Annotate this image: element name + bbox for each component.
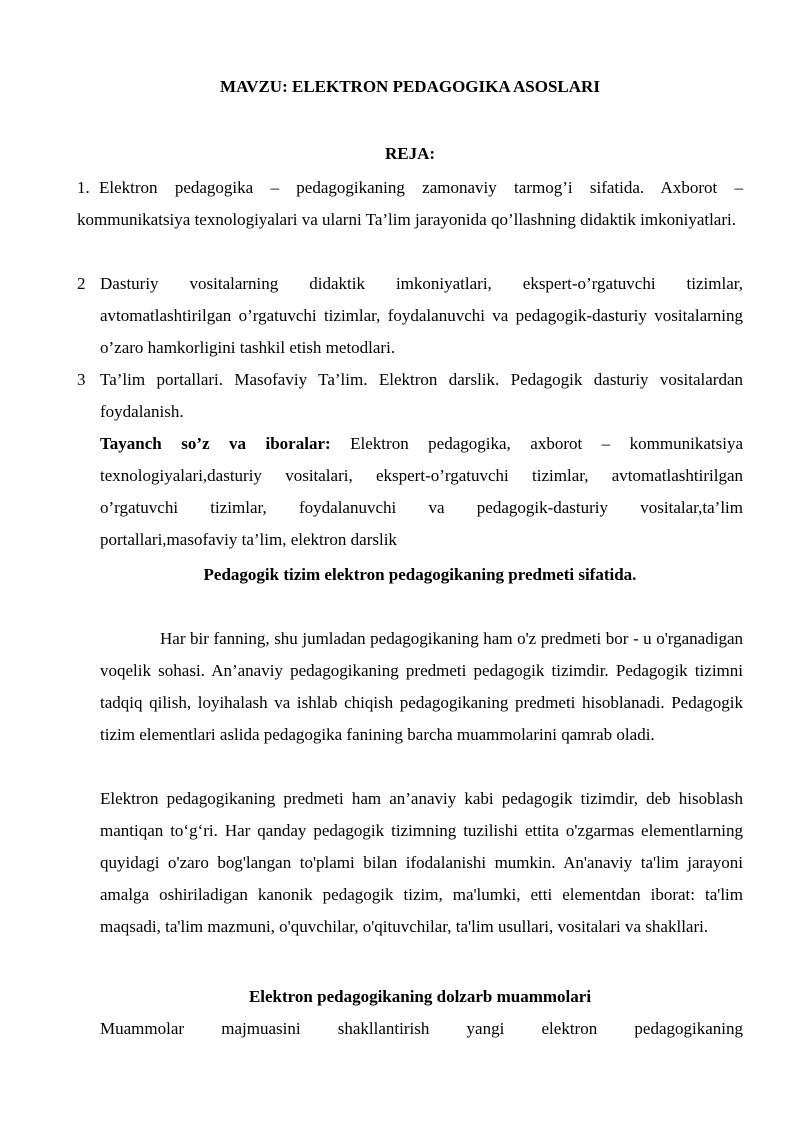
plan-item-text: Ta’lim portallari. Masofaviy Ta’lim. Elektron darslik. Pedagogik dasturiy vositalardan foydalanish.	[100, 370, 743, 421]
keywords-paragraph	[100, 428, 743, 556]
plan-item-2	[77, 268, 743, 364]
plan-item-1	[77, 172, 743, 236]
plan-item-text: Elektron pedagogika – pedagogikaning zamonaviy tarmog’i sifatida. Axborot – kommunikatsiya texnologiyalari va ularni Ta’lim jarayonida qo’llashning didaktik imkoniyatlari.	[77, 178, 743, 229]
plan-item-3	[77, 364, 743, 428]
plan-item-text: Dasturiy vositalarning didaktik imkoniyatlari, ekspert-o’rgatuvchi tizimlar, avtomatlashtirilgan o’rgatuvchi tizimlar, foydalanuvchi va pedagogik-dasturiy vositalarning o’zaro hamkorligini tashkil etish metodlari.	[100, 274, 743, 357]
section-heading-dolzarb-muammolar: Elektron pedagogikaning dolzarb muammolari	[248, 987, 592, 1006]
plan-item-number: 1.	[77, 178, 90, 197]
body-paragraph-2: Elektron pedagogikaning predmeti ham an’anaviy kabi pedagogik tizimdir, deb hisoblash mantiqan to‘g‘ri. Har qanday pedagogik tizimning tuzilishi ettita o'zgarmas elementlarning quyidagi o'zaro bog'langan to'plami bilan ifodalanishi mumkin. An'anaviy ta'lim jarayoni amalga oshiriladigan kanonik pedagogik tizim, ma'lumki, etti elementdan iborat: ta'lim maqsadi, ta'lim mazmuni, o'quvchilar, o'qituvchilar, ta'lim usullari, vositalari va shakllari.	[100, 789, 743, 936]
body-paragraph-1: Har bir fanning, shu jumladan pedagogikaning ham o'z predmeti bor - u o'rganadigan voqelik sohasi. An’anaviy pedagogikaning predmeti pedagogik tizimdir. Pedagogik tizimni tadqiq qilish, loyihalash va ishlab chiqish pedagogikaning predmeti hisoblanadi. Pedagogik tizim elementlari aslida pedagogika fanining barcha muammolarini qamrab oladi.	[100, 629, 743, 744]
keywords-text: Elektron pedagogika, axborot – kommunikatsiya texnologiyalari,dasturiy vositalari, ekspert-o’rgatuvchi tizimlar, avtomatlashtirilgan o’rgatuvchi tizimlar, foydalanuvchi va pedagogik-dasturiy vositalar,ta’lim portallari,masofaviy ta’lim, elektron darslik	[100, 434, 743, 549]
section-heading-pedagogik-tizim: Pedagogik tizim elektron pedagogikaning predmeti sifatida.	[203, 565, 637, 584]
plan-item-number: 2	[77, 274, 86, 293]
body-paragraph-3: Muammolar majmuasini shakllantirish yangi elektron pedagogikaning	[100, 1019, 743, 1038]
document-title: MAVZU: ELEKTRON PEDAGOGIKA ASOSLARI	[220, 77, 600, 96]
plan-item-number: 3	[77, 370, 86, 389]
keywords-label: Tayanch so’z va iboralar:	[100, 434, 331, 453]
plan-heading: REJA:	[384, 144, 436, 163]
